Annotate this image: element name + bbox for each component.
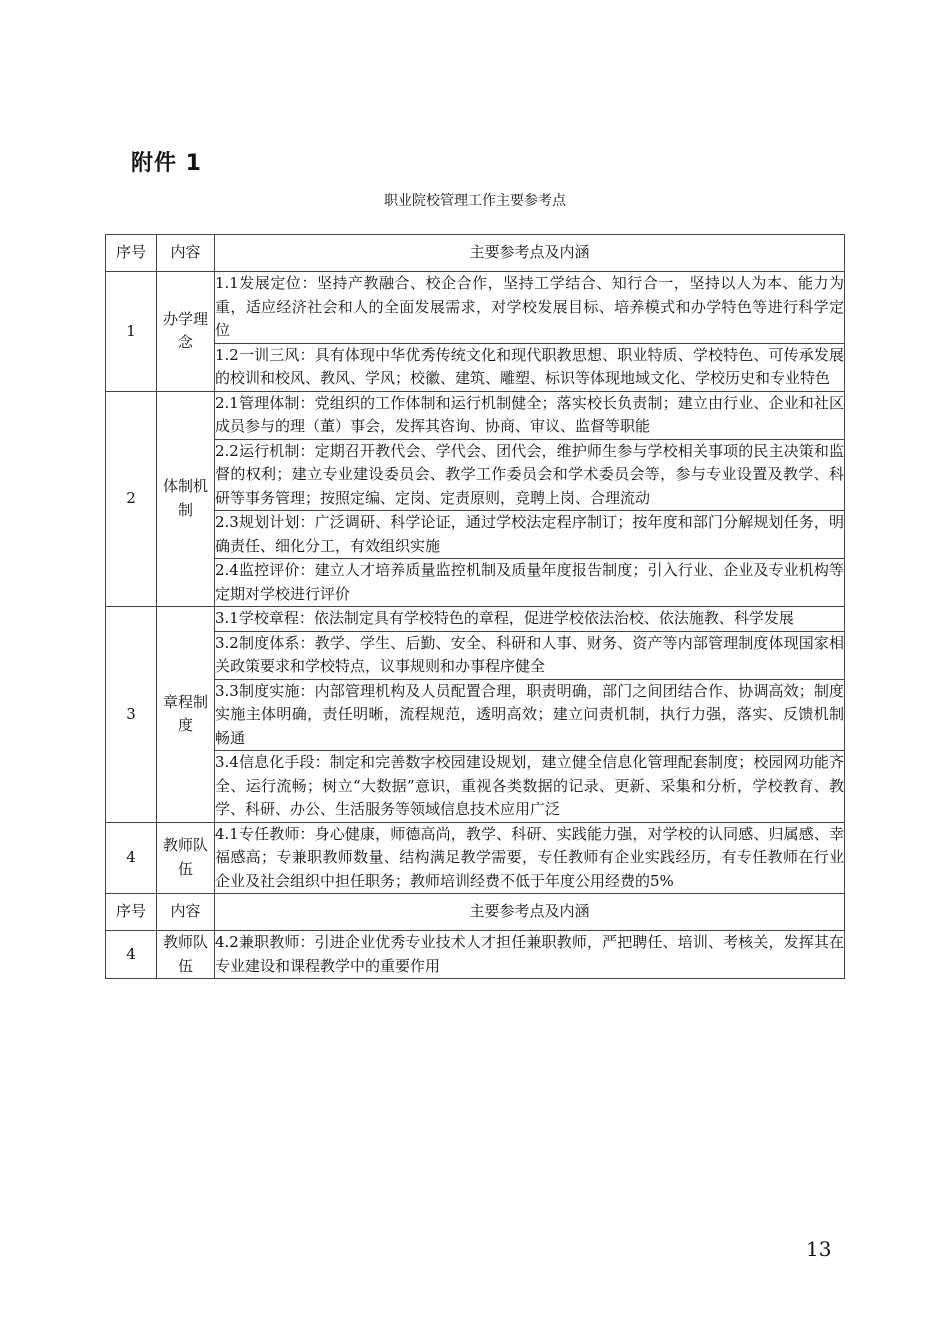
row-item: 4.2兼职教师：引进企业优秀专业技术人才担任兼职教师，严把聘任、培训、考核关，发挥其在专业建设和课程教学中的重要作用 bbox=[215, 931, 845, 979]
row-item: 2.1管理体制：党组织的工作体制和运行机制健全；落实校长负责制；建立由行业、企业和社区成员参与的理（董）事会，发挥其咨询、协商、审议、监督等职能 bbox=[215, 391, 845, 439]
header-seq: 序号 bbox=[106, 235, 157, 272]
page-number: 13 bbox=[806, 1237, 832, 1261]
reference-points-table bbox=[105, 234, 845, 979]
table-row bbox=[106, 343, 845, 391]
header-points: 主要参考点及内涵 bbox=[215, 894, 845, 931]
table-row bbox=[106, 559, 845, 607]
table-row bbox=[106, 822, 845, 894]
row-item: 2.2运行机制：定期召开教代会、学代会、团代会，维护师生参与学校相关事项的民主决策和监督的权利；建立专业建设委员会、教学工作委员会和学术委员会等，参与专业设置及教学、科研等事务管理；按照定编、定岗、定责原则，竞聘上岗、合理流动 bbox=[215, 439, 845, 511]
row-category: 办学理念 bbox=[157, 272, 215, 392]
row-seq: 3 bbox=[106, 607, 157, 823]
row-item: 3.2制度体系：教学、学生、后勤、安全、科研和人事、财务、资产等内部管理制度体现国家相关政策要求和学校特点，议事规则和办事程序健全 bbox=[215, 631, 845, 679]
row-item: 4.1专任教师：身心健康，师德高尚，教学、科研、实践能力强，对学校的认同感、归属感、幸福感高；专兼职教师数量、结构满足教学需要，专任教师有企业实践经历，有专任教师在行业企业及社会组织中担任职务；教师培训经费不低于年度公用经费的5% bbox=[215, 822, 845, 894]
header-content: 内容 bbox=[157, 235, 215, 272]
table-row bbox=[106, 751, 845, 823]
row-category: 体制机制 bbox=[157, 391, 215, 607]
table-row bbox=[106, 679, 845, 751]
table-row bbox=[106, 631, 845, 679]
table-row bbox=[106, 931, 845, 979]
table-row bbox=[106, 439, 845, 511]
row-seq: 4 bbox=[106, 931, 157, 979]
row-item: 3.4信息化手段：制定和完善数字校园建设规划，建立健全信息化管理配套制度；校园网功能齐全、运行流畅；树立“大数据”意识，重视各类数据的记录、更新、采集和分析，学校教育、教学、科研、办公、生活服务等领域信息技术应用广泛 bbox=[215, 751, 845, 823]
table-header-row-continued bbox=[106, 894, 845, 931]
row-item: 2.3规划计划：广泛调研、科学论证，通过学校法定程序制订；按年度和部门分解规划任务，明确责任、细化分工，有效组织实施 bbox=[215, 511, 845, 559]
row-item: 1.2一训三风：具有体现中华优秀传统文化和现代职教思想、职业特质、学校特色、可传承发展的校训和校风、教风、学风；校徽、建筑、雕塑、标识等体现地域文化、学校历史和专业特色 bbox=[215, 343, 845, 391]
row-category: 教师队伍 bbox=[157, 931, 215, 979]
row-item: 3.3制度实施：内部管理机构及人员配置合理，职责明确，部门之间团结合作、协调高效；制度实施主体明确，责任明晰，流程规范，透明高效；建立问责机制，执行力强，落实、反馈机制畅通 bbox=[215, 679, 845, 751]
row-seq: 1 bbox=[106, 272, 157, 392]
table-row bbox=[106, 607, 845, 632]
table-header-row bbox=[106, 235, 845, 272]
document-title: 职业院校管理工作主要参考点 bbox=[384, 193, 566, 209]
table-row bbox=[106, 391, 845, 439]
row-item: 3.1学校章程：依法制定具有学校特色的章程，促进学校依法治校、依法施教、科学发展 bbox=[215, 607, 845, 632]
header-seq: 序号 bbox=[106, 894, 157, 931]
row-seq: 2 bbox=[106, 391, 157, 607]
row-category: 教师队伍 bbox=[157, 822, 215, 894]
row-item: 2.4监控评价：建立人才培养质量监控机制及质量年度报告制度；引入行业、企业及专业机构等定期对学校进行评价 bbox=[215, 559, 845, 607]
row-seq: 4 bbox=[106, 822, 157, 894]
header-points: 主要参考点及内涵 bbox=[215, 235, 845, 272]
table-row bbox=[106, 272, 845, 344]
row-category: 章程制度 bbox=[157, 607, 215, 823]
annex-label: 附件 1 bbox=[131, 151, 202, 176]
header-content: 内容 bbox=[157, 894, 215, 931]
table-row bbox=[106, 511, 845, 559]
row-item: 1.1发展定位：坚持产教融合、校企合作，坚持工学结合、知行合一，坚持以人为本、能力为重，适应经济社会和人的全面发展需求，对学校发展目标、培养模式和办学特色等进行科学定位 bbox=[215, 272, 845, 344]
